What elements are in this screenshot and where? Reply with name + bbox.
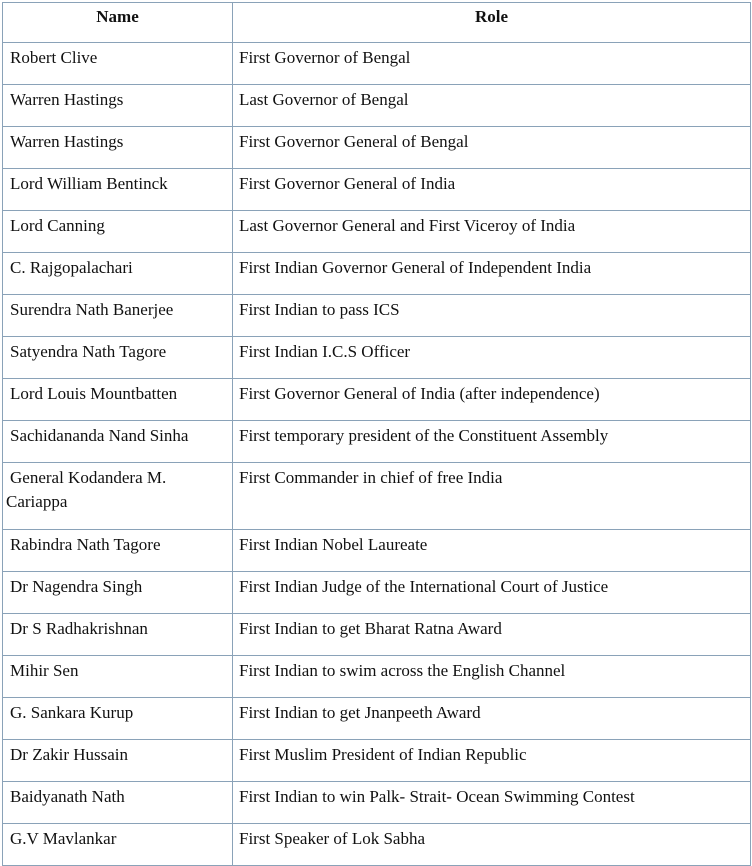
table-row bbox=[3, 614, 751, 656]
role-cell: First Indian Judge of the International Court of Justice bbox=[233, 572, 751, 614]
role-cell: First Speaker of Lok Sabha bbox=[233, 824, 751, 866]
table-row bbox=[3, 295, 751, 337]
role-cell: First Muslim President of Indian Republic bbox=[233, 740, 751, 782]
name-cell: Baidyanath Nath bbox=[3, 782, 233, 824]
name-cell: Mihir Sen bbox=[3, 656, 233, 698]
table-row bbox=[3, 211, 751, 253]
role-cell: First Governor General of Bengal bbox=[233, 127, 751, 169]
table-row bbox=[3, 656, 751, 698]
name-column-header: Name bbox=[3, 3, 233, 43]
table-row bbox=[3, 253, 751, 295]
table-row bbox=[3, 337, 751, 379]
name-cell: G. Sankara Kurup bbox=[3, 698, 233, 740]
name-cell: Dr S Radhakrishnan bbox=[3, 614, 233, 656]
name-cell bbox=[3, 463, 233, 530]
name-cell: Dr Nagendra Singh bbox=[3, 572, 233, 614]
table-row bbox=[3, 824, 751, 866]
role-cell: First Indian Nobel Laureate bbox=[233, 530, 751, 572]
role-cell: First Indian to swim across the English Channel bbox=[233, 656, 751, 698]
name-line-1: General Kodandera M. bbox=[10, 468, 167, 487]
role-cell: First temporary president of the Constituent Assembly bbox=[233, 421, 751, 463]
table-row bbox=[3, 463, 751, 530]
role-cell: First Commander in chief of free India bbox=[233, 463, 751, 530]
firsts-table bbox=[2, 2, 751, 866]
table-row bbox=[3, 127, 751, 169]
name-line-2: Cariappa bbox=[6, 492, 68, 511]
table-row bbox=[3, 698, 751, 740]
role-cell: First Indian I.C.S Officer bbox=[233, 337, 751, 379]
header-row bbox=[3, 3, 751, 43]
name-cell: Surendra Nath Banerjee bbox=[3, 295, 233, 337]
role-column-header: Role bbox=[233, 3, 751, 43]
role-cell: First Indian Governor General of Independent India bbox=[233, 253, 751, 295]
name-cell: Lord Canning bbox=[3, 211, 233, 253]
role-cell: First Governor of Bengal bbox=[233, 43, 751, 85]
role-cell: First Indian to win Palk- Strait- Ocean Swimming Contest bbox=[233, 782, 751, 824]
table-row bbox=[3, 169, 751, 211]
name-cell: Dr Zakir Hussain bbox=[3, 740, 233, 782]
name-cell: Lord Louis Mountbatten bbox=[3, 379, 233, 421]
name-cell: G.V Mavlankar bbox=[3, 824, 233, 866]
role-cell: First Governor General of India (after independence) bbox=[233, 379, 751, 421]
table-row bbox=[3, 379, 751, 421]
name-cell: C. Rajgopalachari bbox=[3, 253, 233, 295]
table-row bbox=[3, 530, 751, 572]
table-row bbox=[3, 85, 751, 127]
table-row bbox=[3, 572, 751, 614]
name-cell: Lord William Bentinck bbox=[3, 169, 233, 211]
name-cell: Rabindra Nath Tagore bbox=[3, 530, 233, 572]
role-cell: First Indian to get Bharat Ratna Award bbox=[233, 614, 751, 656]
role-cell: Last Governor of Bengal bbox=[233, 85, 751, 127]
name-cell: Warren Hastings bbox=[3, 85, 233, 127]
table-row bbox=[3, 740, 751, 782]
table-row bbox=[3, 421, 751, 463]
name-cell: Warren Hastings bbox=[3, 127, 233, 169]
name-cell: Satyendra Nath Tagore bbox=[3, 337, 233, 379]
name-cell: Sachidananda Nand Sinha bbox=[3, 421, 233, 463]
table-row bbox=[3, 43, 751, 85]
role-cell: First Indian to get Jnanpeeth Award bbox=[233, 698, 751, 740]
name-cell: Robert Clive bbox=[3, 43, 233, 85]
role-cell: Last Governor General and First Viceroy of India bbox=[233, 211, 751, 253]
role-cell: First Governor General of India bbox=[233, 169, 751, 211]
role-cell: First Indian to pass ICS bbox=[233, 295, 751, 337]
table-row bbox=[3, 782, 751, 824]
